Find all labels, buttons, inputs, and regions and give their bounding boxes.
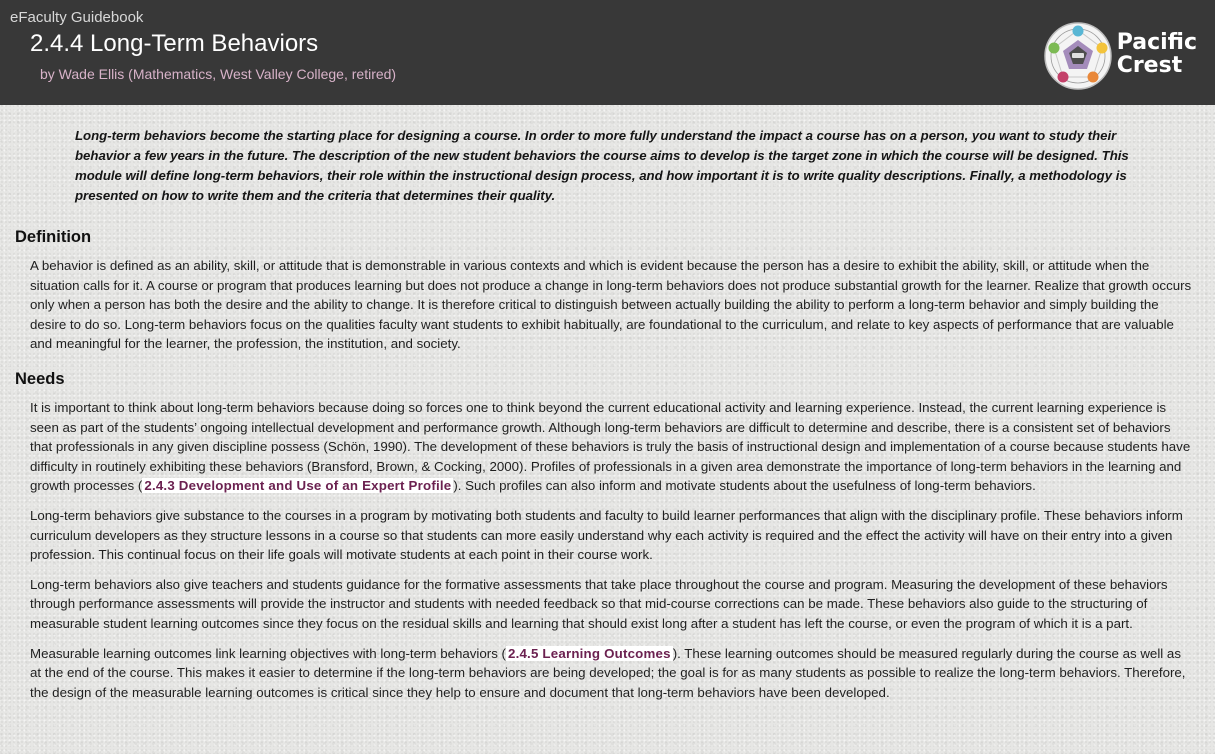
- pacific-crest-emblem-icon: [1043, 21, 1113, 91]
- needs-paragraph-2: Long-term behaviors give substance to the courses in a program by motivating both students and faculty to build learner performances that align with the disciplinary profile. These behaviors inform curriculum developers as they structure lessons in a course so that students can more easily understand why each activity is required and the effect the activity will have on their entry into a given profession. This continual focus on their life goals will motivate students at each point in their course work.: [30, 507, 1183, 563]
- section-heading-needs: Needs: [15, 369, 65, 388]
- link-expert-profile[interactable]: 2.4.3 Development and Use of an Expert Profile: [144, 478, 452, 494]
- author-byline: by Wade Ellis (Mathematics, West Valley College, retired): [40, 66, 397, 82]
- logo-word-crest: Crest: [1116, 53, 1183, 78]
- pacific-crest-logo[interactable]: [1043, 20, 1197, 92]
- logo-word-pacific: Pacific: [1116, 30, 1197, 55]
- section-definition: [15, 228, 1200, 354]
- page-content: [0, 126, 1215, 702]
- section-needs: [15, 370, 1200, 702]
- logo-wordmark: [1117, 31, 1197, 77]
- needs-p4-text-after: ). These learning outcomes should be measured regularly during the course as well as at the end of the course. This makes it easier to determine if the long-term behaviors are being developed; the goal is for as many students as possible to realize the long-term behaviors. Therefore, the design of the measurable learning outcomes is critical since they help to ensure and document that long-term behaviors have been developed.: [30, 645, 1186, 700]
- needs-p1-text-after: ). Such profiles can also inform and motivate students about the usefulness of long-term behaviors.: [453, 478, 1036, 494]
- needs-paragraph-3: Long-term behaviors also give teachers and students guidance for the formative assessments that take place throughout the course and program. Measuring the development of these behaviors through performance assessments will provide the instructor and students with needed feedback so that mid-course corrections can be made. These behaviors also guide to the structuring of measurable student learning outcomes since they focus on the residual skills and learning that should exist long after a student has left the course, or even the program of which it is a part.: [30, 576, 1168, 631]
- link-learning-outcomes[interactable]: 2.4.5 Learning Outcomes: [507, 645, 671, 661]
- page-title: 2.4.4 Long-Term Behaviors: [30, 30, 319, 57]
- definition-paragraph: A behavior is defined as an ability, skill, or attitude that is demonstrable in various contexts and which is evident because the person has a desire to exhibit the ability, skill, or attitude when the situation calls for it. A course or program that produces learning but does not produce a change in long-term behaviors does not produce substantial growth for the learner. Realize that growth occurs only when a person has both the desire and the ability to change. It is therefore critical to distinguish between actually building the ability to perform a long-term behavior and simply building the desire to do so. Long-term behaviors focus on the qualities faculty want students to exhibit habitually, are foundational to the curriculum, and relate to key aspects of performance that are valuable and meaningful for the learner, the profession, the institution, and society.: [30, 258, 1192, 352]
- page-header: [0, 0, 1215, 105]
- needs-p4-text-before: Measurable learning outcomes link learning objectives with long-term behaviors (: [30, 645, 506, 661]
- section-heading-definition: Definition: [15, 228, 92, 246]
- needs-p1-text-before: It is important to think about long-term behaviors because doing so forces one to think beyond the current educational activity and learning experience. Instead, the current learning experience is seen as part of the students’ ongoing intellectual development and performance growth. Although long-term behaviors are difficult to determine and describe, there is a consistent set of behaviors that professionals in any given discipline possess (Schön, 1990). The development of these behaviors is truly the basis of instructional design and implementation of a course because students have difficulty in routinely exhibiting these behaviors (Bransford, Brown, & Cocking, 2000). Profiles of professionals in a given area demonstrate the importance of long-term behaviors in the learning and growth processes (: [30, 399, 1191, 494]
- guidebook-name[interactable]: eFaculty Guidebook: [10, 9, 144, 26]
- needs-paragraph-1: [30, 398, 1195, 496]
- needs-paragraph-4: [30, 644, 1195, 703]
- module-abstract: Long-term behaviors become the starting place for designing a course. In order to more fully understand the impact a course has on a person, you want to study their behavior a few years in the future. The description of the new student behaviors the course aims to develop is the target zone in which the course will be designed. This module will define long-term behaviors, their role within the instructional design process, and how important it is to write quality descriptions. Finally, a methodology is presented on how to write them and the criteria that determines their quality.: [75, 128, 1129, 203]
